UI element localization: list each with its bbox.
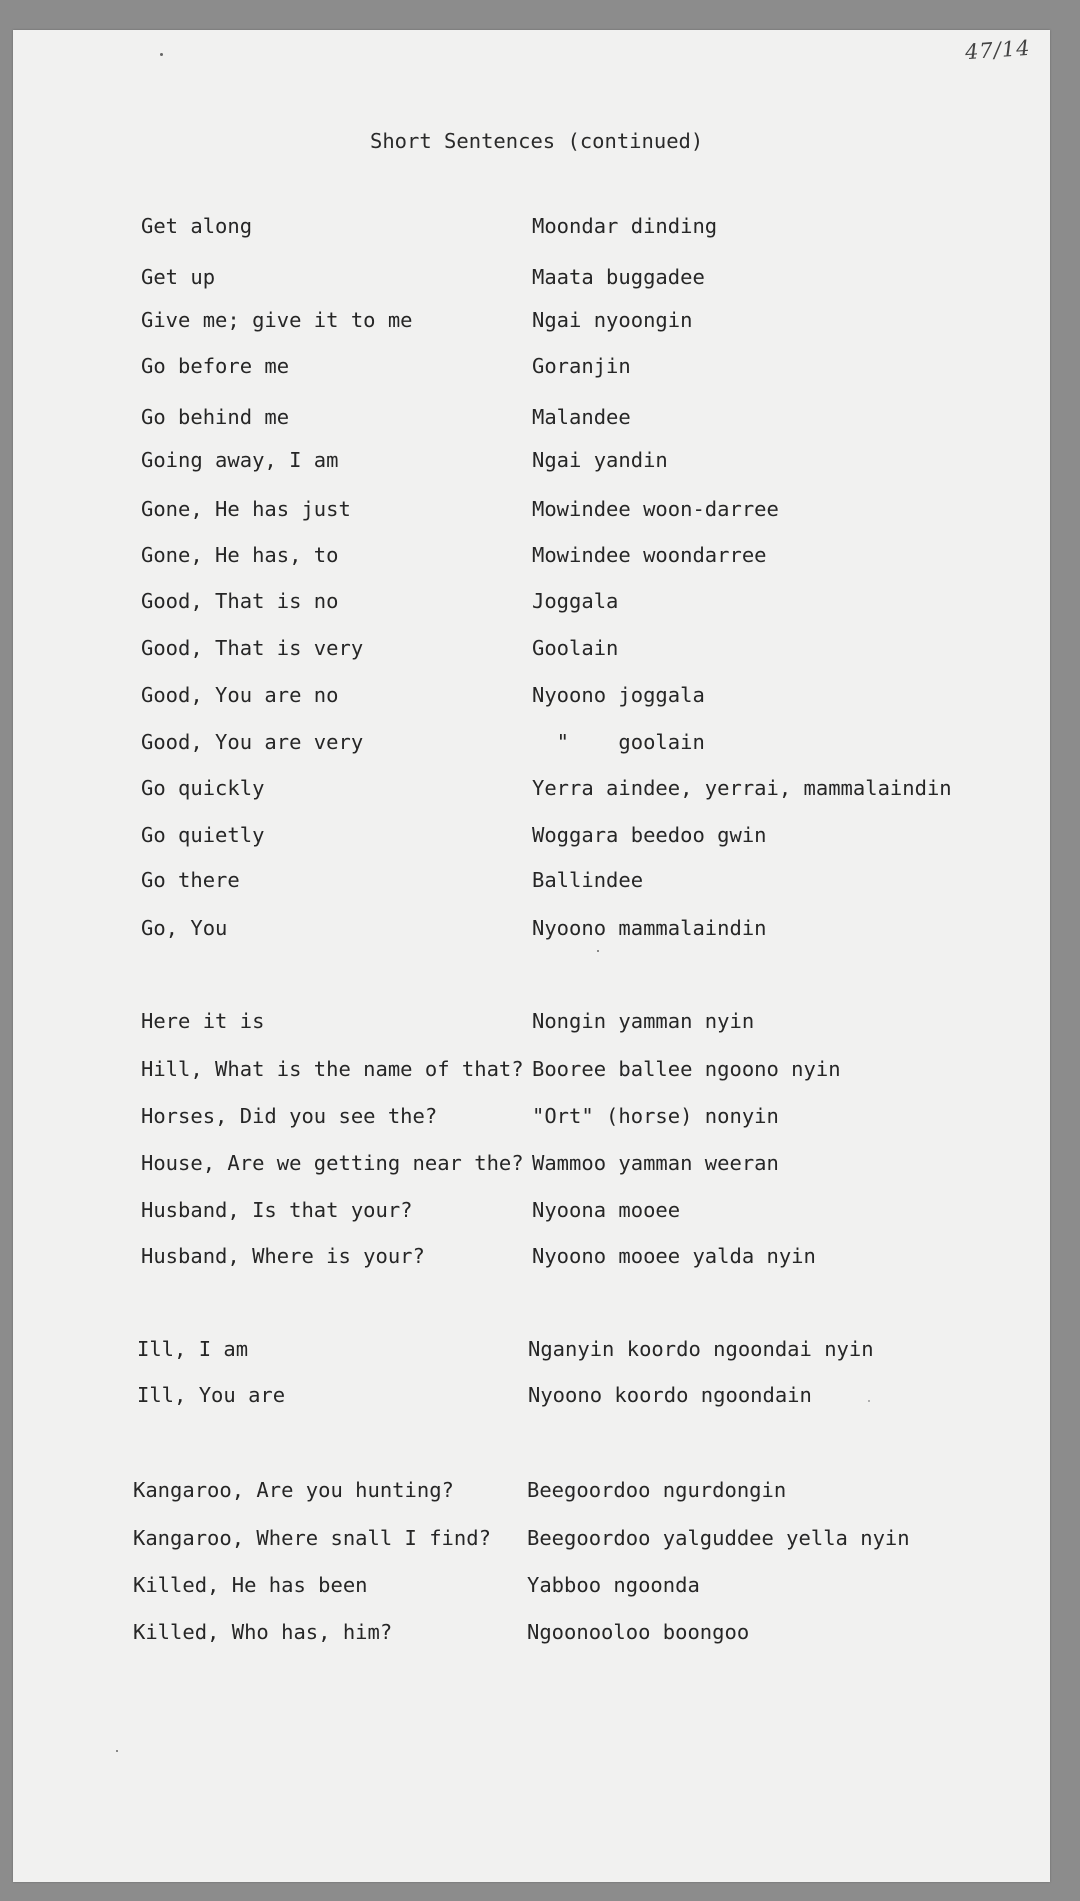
aboriginal-translation: Nongin yamman nyin (532, 1009, 755, 1033)
english-phrase: Good, That is very (141, 636, 364, 660)
english-phrase: Killed, He has been (133, 1573, 368, 1597)
english-phrase: Hill, What is the name of that? (141, 1057, 524, 1081)
sentence-row (0, 1195, 1080, 1225)
sentence-row (0, 1006, 1080, 1036)
sentence-row (0, 351, 1080, 381)
english-phrase: Gone, He has just (141, 497, 351, 521)
aboriginal-translation: Mowindee woondarree (532, 543, 767, 567)
aboriginal-translation: Nyoono mammalaindin (532, 916, 767, 940)
sentence-row (0, 1101, 1080, 1131)
aboriginal-translation: Nganyin koordo ngoondai nyin (528, 1337, 874, 1361)
sentence-row (0, 913, 1080, 943)
aboriginal-translation: Moondar dinding (532, 214, 718, 238)
paper-speck (868, 1400, 870, 1402)
sentence-row (0, 1334, 1080, 1364)
english-phrase: Good, You are no (141, 683, 339, 707)
aboriginal-translation: Beegoordoo yalguddee yella nyin (527, 1526, 910, 1550)
aboriginal-translation: Woggara beedoo gwin (532, 823, 767, 847)
english-phrase: Give me; give it to me (141, 308, 413, 332)
sentence-row (0, 305, 1080, 335)
paper-speck (160, 53, 163, 56)
aboriginal-translation: Nyoona mooee (532, 1198, 681, 1222)
english-phrase: Get along (141, 214, 253, 238)
english-phrase: Go before me (141, 354, 290, 378)
aboriginal-translation: Nyoono mooee yalda nyin (532, 1244, 816, 1268)
english-phrase: Kangaroo, Are you hunting? (133, 1478, 454, 1502)
sentence-row (0, 820, 1080, 850)
page-title: Short Sentences (continued) (370, 129, 704, 153)
aboriginal-translation: Goranjin (532, 354, 631, 378)
english-phrase: Going away, I am (141, 448, 339, 472)
aboriginal-translation: Malandee (532, 405, 631, 429)
aboriginal-translation: Wammoo yamman weeran (532, 1151, 779, 1175)
english-phrase: Go there (141, 868, 240, 892)
sentence-row (0, 633, 1080, 663)
sentence-row (0, 540, 1080, 570)
page-number: 47/14 (964, 35, 1032, 65)
english-phrase: Good, You are very (141, 730, 364, 754)
aboriginal-translation: Mowindee woon-darree (532, 497, 779, 521)
sentence-row (0, 865, 1080, 895)
english-phrase: Husband, Where is your? (141, 1244, 425, 1268)
sentence-row (0, 1475, 1080, 1505)
sentence-row (0, 211, 1080, 241)
english-phrase: Killed, Who has, him? (133, 1620, 393, 1644)
aboriginal-translation: Yerra aindee, yerrai, mammalaindin (532, 776, 952, 800)
aboriginal-translation: Booree ballee ngoono nyin (532, 1057, 841, 1081)
aboriginal-translation: Ngai yandin (532, 448, 668, 472)
sentence-row (0, 586, 1080, 616)
sentence-row (0, 1148, 1080, 1178)
english-phrase: House, Are we getting near the? (141, 1151, 524, 1175)
english-phrase: Ill, You are (137, 1383, 286, 1407)
english-phrase: Go quickly (141, 776, 265, 800)
aboriginal-translation: " goolain (532, 730, 705, 754)
aboriginal-translation: Ngai nyoongin (532, 308, 693, 332)
english-phrase: Go, You (141, 916, 228, 940)
english-phrase: Horses, Did you see the? (141, 1104, 438, 1128)
sentence-row (0, 1241, 1080, 1271)
english-phrase: Husband, Is that your? (141, 1198, 413, 1222)
aboriginal-translation: Maata buggadee (532, 265, 705, 289)
aboriginal-translation: Ngoonooloo boongoo (527, 1620, 750, 1644)
english-phrase: Ill, I am (137, 1337, 249, 1361)
english-phrase: Gone, He has, to (141, 543, 339, 567)
sentence-row (0, 1380, 1080, 1410)
sentence-row (0, 1617, 1080, 1647)
english-phrase: Go behind me (141, 405, 290, 429)
aboriginal-translation: Joggala (532, 589, 619, 613)
aboriginal-translation: Beegoordoo ngurdongin (527, 1478, 787, 1502)
sentence-row (0, 494, 1080, 524)
sentence-row (0, 773, 1080, 803)
sentence-row (0, 445, 1080, 475)
aboriginal-translation: Nyoono koordo ngoondain (528, 1383, 812, 1407)
aboriginal-translation: Goolain (532, 636, 619, 660)
paper-speck (116, 1750, 118, 1752)
english-phrase: Go quietly (141, 823, 265, 847)
paper-speck (597, 950, 599, 952)
sentence-row (0, 1570, 1080, 1600)
aboriginal-translation: Ballindee (532, 868, 644, 892)
sentence-row (0, 727, 1080, 757)
aboriginal-translation: Nyoono joggala (532, 683, 705, 707)
english-phrase: Here it is (141, 1009, 265, 1033)
sentence-row (0, 680, 1080, 710)
sentence-row (0, 262, 1080, 292)
aboriginal-translation: "Ort" (horse) nonyin (532, 1104, 779, 1128)
sentence-row (0, 1054, 1080, 1084)
english-phrase: Get up (141, 265, 216, 289)
english-phrase: Good, That is no (141, 589, 339, 613)
sentence-row (0, 402, 1080, 432)
aboriginal-translation: Yabboo ngoonda (527, 1573, 700, 1597)
english-phrase: Kangaroo, Where snall I find? (133, 1526, 491, 1550)
sentence-row (0, 1523, 1080, 1553)
